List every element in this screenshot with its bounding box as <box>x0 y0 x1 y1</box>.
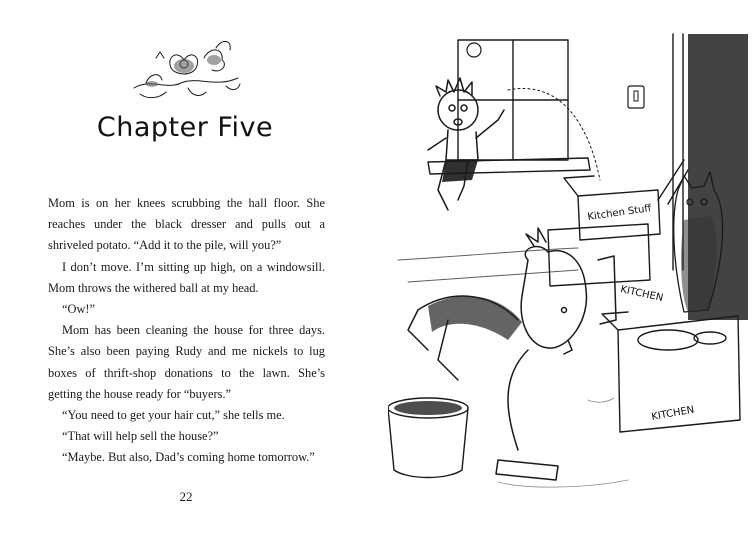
right-page <box>378 0 756 549</box>
page-number: 22 <box>179 489 193 504</box>
paragraph: Mom is on her knees scrubbing the hall floor. She reaches under the black dresser and pulls out a shriveled potato. “Add it to the pile, will you?” <box>48 196 325 253</box>
paragraph: “Maybe. But also, Dad’s coming home tomorrow.” <box>62 450 315 465</box>
box-label-top: Kitchen Stuff <box>586 203 653 223</box>
paragraph: “Ow!” <box>62 302 96 317</box>
illustration-image <box>388 20 748 495</box>
paragraph: Mom has been cleaning the house for three days. She’s also been paying Rudy and me nickels to lug boxes of thrift-shop donations to the lawn. She’s getting the house ready for “buyers.” <box>48 323 325 401</box>
paragraph: “You need to get your hair cut,” she tells me. <box>62 408 285 423</box>
paragraph: “That will help sell the house?” <box>62 429 219 444</box>
box-label-bottom: KITCHEN <box>650 404 696 423</box>
mom-sketch <box>408 228 616 480</box>
box-label-side: KITCHEN <box>619 284 665 304</box>
floral-ornament-icon <box>126 28 246 106</box>
paragraph: I don’t move. I’m sitting up high, on a windowsill. Mom throws the withered ball at my head. <box>48 259 325 295</box>
window-sketch <box>428 40 590 174</box>
body-text <box>48 193 325 469</box>
boy-sketch <box>428 78 504 210</box>
chapter-title: Chapter Five <box>96 112 274 143</box>
